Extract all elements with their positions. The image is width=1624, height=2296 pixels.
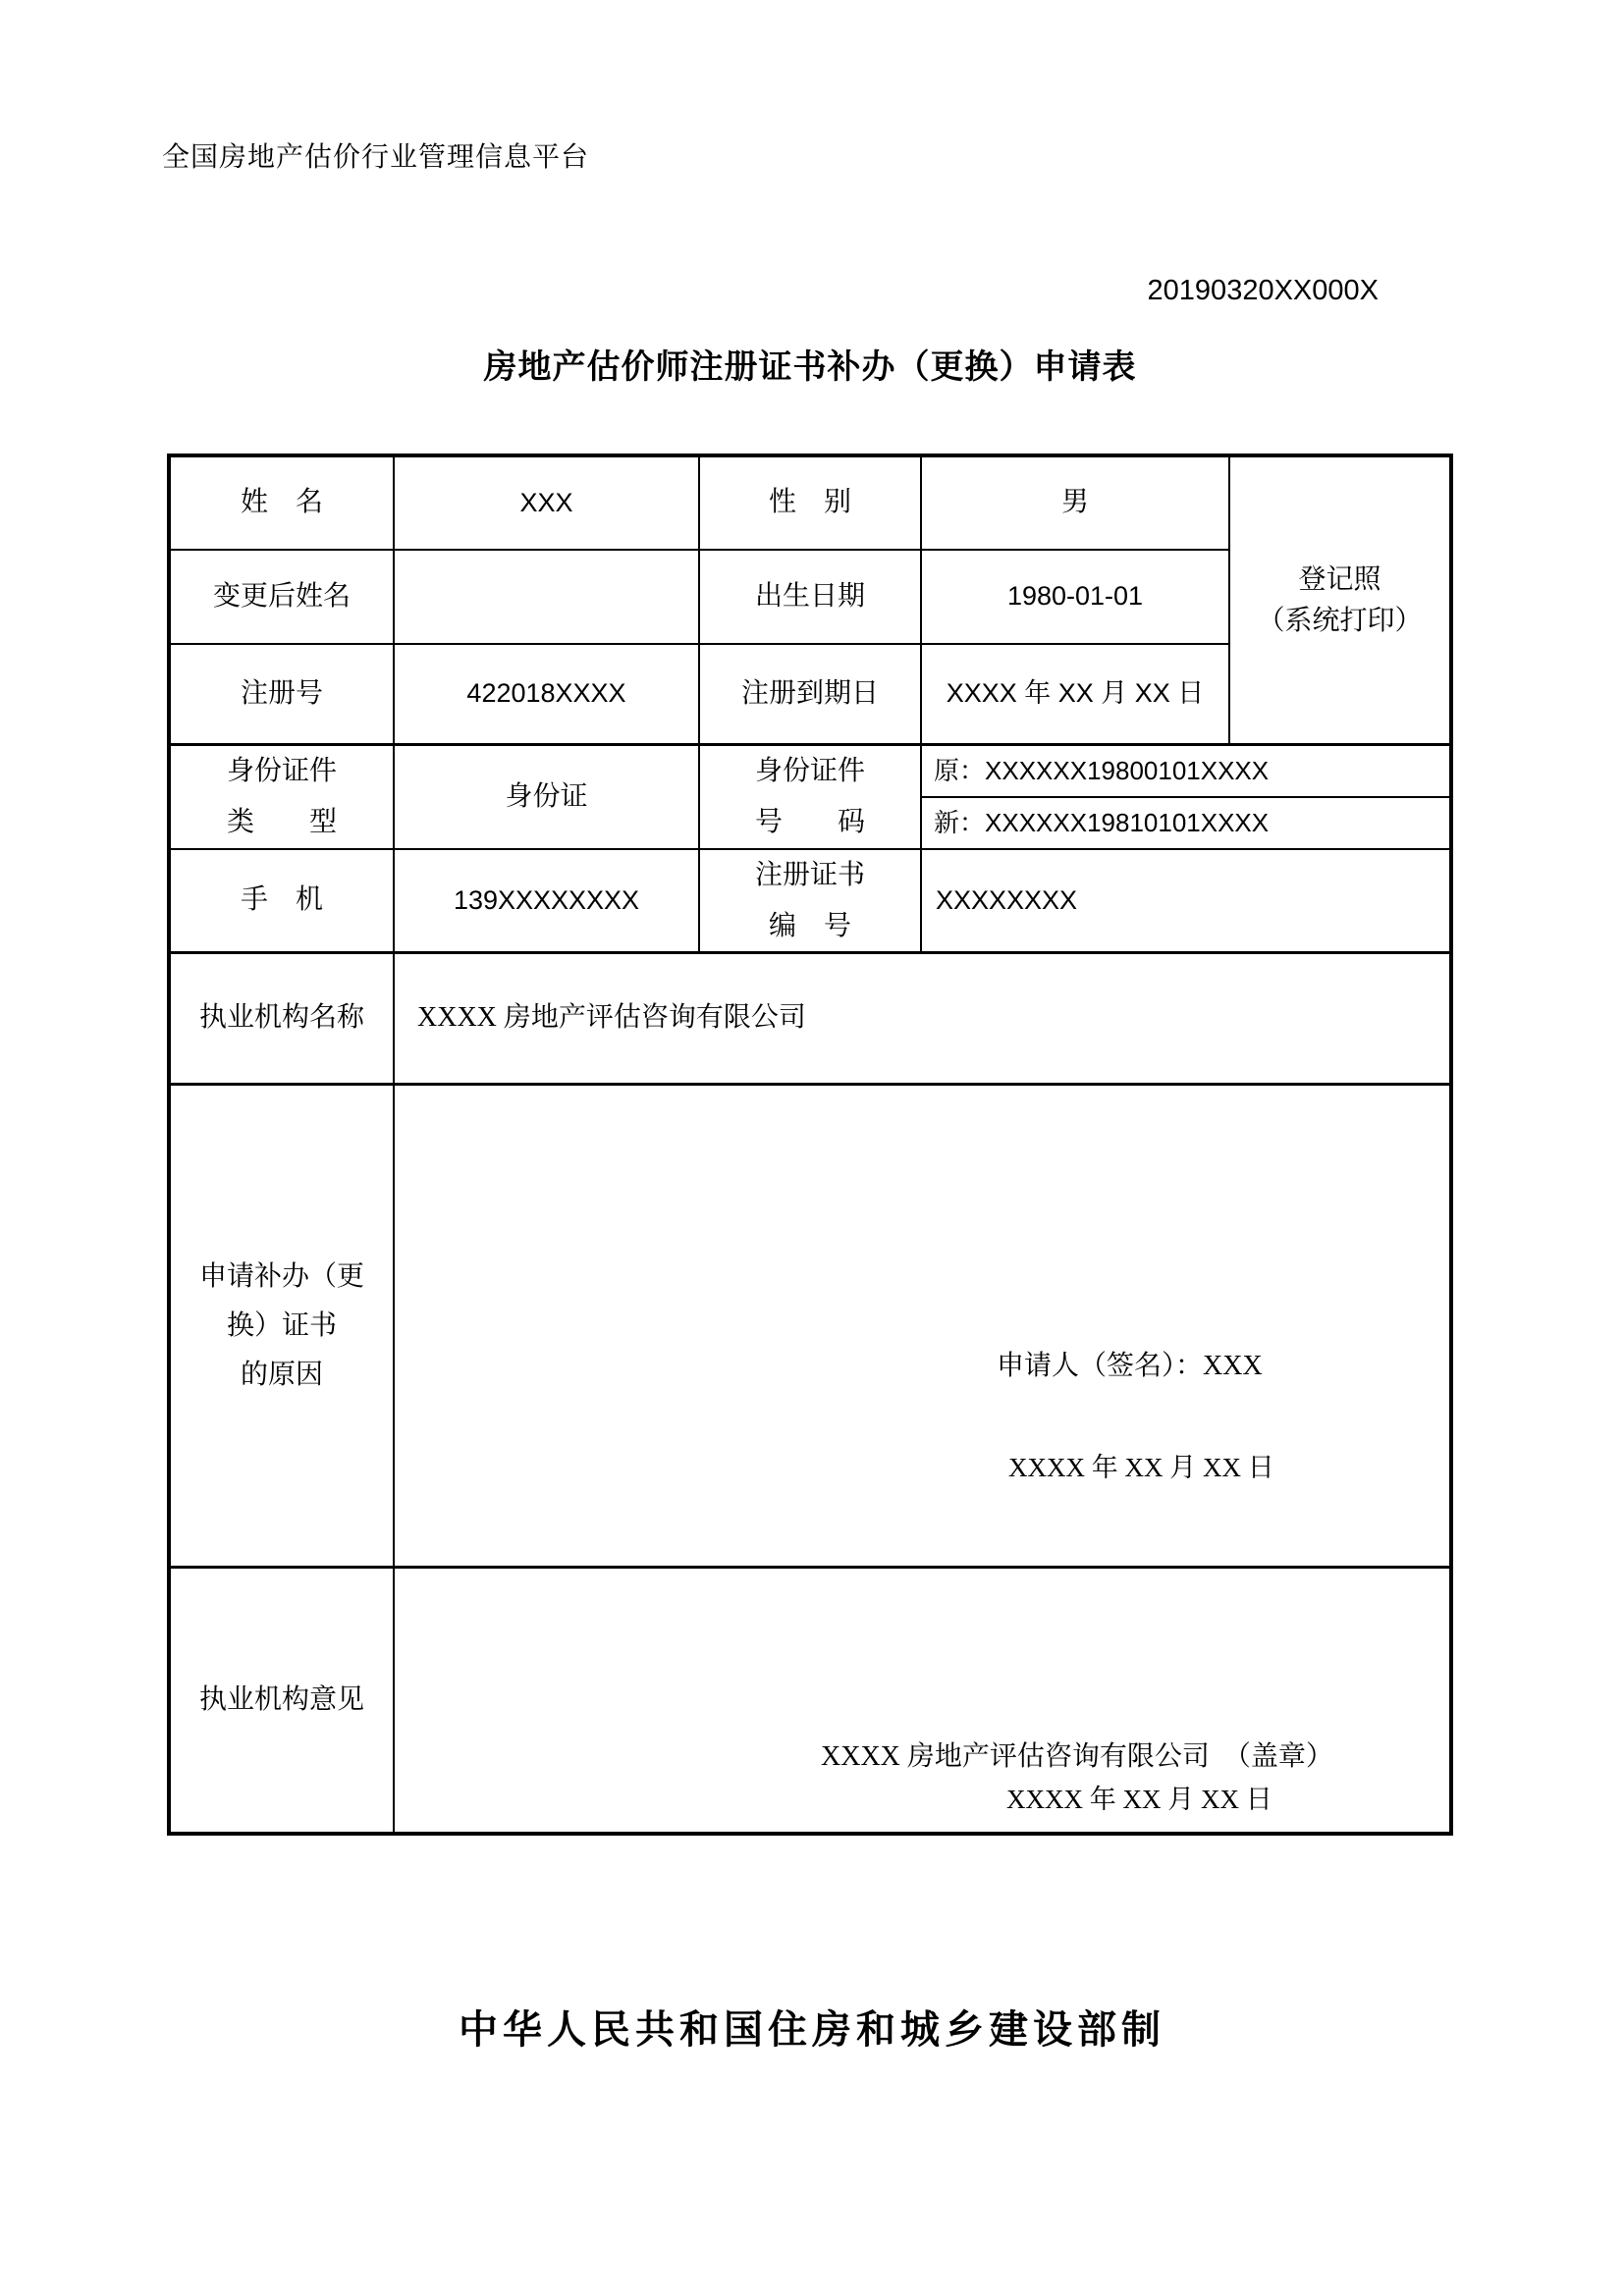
birth-date-label: 出生日期 (700, 551, 922, 645)
id-number-label-text (755, 746, 865, 848)
photo-cell-text (1257, 560, 1422, 642)
id-type-label-line2: 类 型 (226, 807, 337, 837)
id-number-old-prefix: 原： (934, 756, 986, 785)
photo-line2: （系统打印） (1257, 605, 1423, 636)
org-opinion-date: XXXX 年 XX 月 XX 日 (1006, 1785, 1272, 1814)
reg-number-label: 注册号 (171, 645, 395, 746)
cert-number-label-line1: 注册证书 (754, 859, 865, 890)
reg-number-value: 422018XXXX (395, 645, 700, 746)
org-opinion-content-cell (395, 1569, 1449, 1832)
org-name-value: XXXX 房地产评估咨询有限公司 (395, 954, 1449, 1086)
platform-header: 全国房地产估价行业管理信息平台 (162, 142, 590, 173)
reason-content-cell (395, 1086, 1449, 1569)
id-number-label-line1: 身份证件 (754, 756, 865, 786)
org-opinion-label: 执业机构意见 (171, 1569, 395, 1832)
reason-label-text (199, 1253, 364, 1400)
photo-line1: 登记照 (1298, 563, 1381, 595)
cert-number-value: XXXXXXXX (922, 850, 1449, 954)
cert-number-label-line2: 编 号 (768, 910, 851, 941)
mobile-label: 手 机 (171, 850, 395, 954)
reg-expiry-label: 注册到期日 (700, 645, 922, 746)
org-stamp-line: XXXX 房地产评估咨询有限公司 （盖章） (821, 1741, 1333, 1772)
applicant-signature-date: XXXX 年 XX 月 XX 日 (1008, 1453, 1274, 1482)
id-number-new-prefix: 新： (934, 808, 986, 837)
mobile-value: 139XXXXXXXX (395, 850, 700, 954)
id-number-old (922, 746, 1449, 798)
gender-label: 性 别 (700, 457, 922, 551)
reason-label-line3: 的原因 (240, 1359, 323, 1390)
name-value: XXX (395, 457, 700, 551)
applicant-signature-line: 申请人（签名）：XXX (997, 1351, 1263, 1381)
reason-label-line2: 换）证书 (226, 1309, 337, 1341)
name-label: 姓 名 (171, 457, 395, 551)
reg-expiry-value: XXXX 年 XX 月 XX 日 (922, 645, 1230, 746)
reason-label (171, 1086, 395, 1569)
application-table (167, 454, 1453, 1836)
id-type-label-line1: 身份证件 (226, 756, 337, 786)
document-number: 20190320XX000X (1147, 275, 1379, 306)
issuing-authority-footer: 中华人民共和国住房和城乡建设部制 (459, 2007, 1165, 2052)
id-type-label-text (227, 746, 337, 848)
registration-photo-cell (1230, 457, 1449, 746)
id-type-label (171, 746, 395, 850)
form-title: 房地产估价师注册证书补办（更换）申请表 (483, 349, 1137, 386)
changed-name-value (395, 551, 700, 645)
id-type-value: 身份证 (395, 746, 700, 850)
gender-value: 男 (922, 457, 1230, 551)
org-name-label: 执业机构名称 (171, 954, 395, 1086)
cert-number-label (700, 850, 922, 954)
reason-label-line1: 申请补办（更 (198, 1260, 364, 1292)
id-number-label (700, 746, 922, 850)
changed-name-label: 变更后姓名 (171, 551, 395, 645)
id-number-old-value: XXXXXX19800101XXXX (985, 755, 1270, 785)
birth-date-value: 1980-01-01 (922, 551, 1230, 645)
cert-number-label-text (755, 850, 865, 952)
id-number-label-line2: 号 码 (754, 807, 865, 837)
id-number-new-value: XXXXXX19810101XXXX (985, 807, 1270, 837)
id-number-new (922, 798, 1449, 850)
